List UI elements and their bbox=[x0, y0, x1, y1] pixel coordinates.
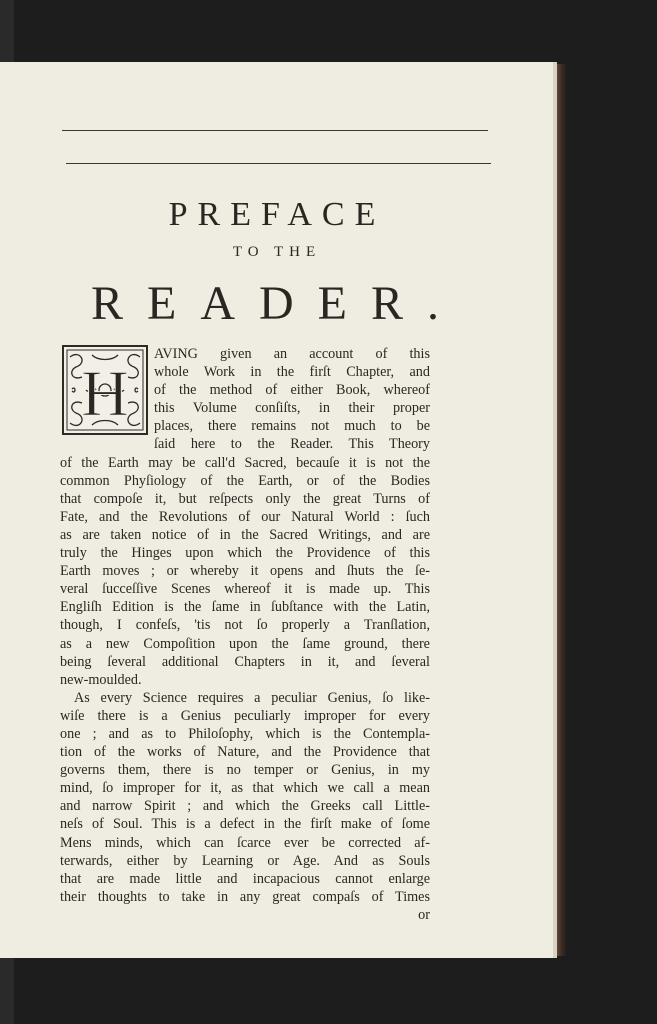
second-rule bbox=[66, 163, 491, 164]
top-rule bbox=[62, 130, 488, 131]
text-line: of the Earth may be call'd Sacred, becauſe it is not the bbox=[60, 454, 430, 471]
text-line: as are taken notice of in the Sacred Writings, and are bbox=[60, 526, 430, 543]
book-edge bbox=[556, 64, 566, 956]
dropcap-letter: H bbox=[81, 357, 129, 430]
text-line: governs them, there is no temper or Genius, in my bbox=[60, 762, 430, 779]
ornament-icon bbox=[62, 345, 148, 435]
text-line: veral ſucceſſive Scenes whereof it is made up. This bbox=[60, 581, 430, 598]
text-line: their thoughts to take in any great compaſs of Times bbox=[60, 888, 430, 905]
text-line: Fate, and the Revolutions of our Natural World : ſuch bbox=[60, 508, 430, 525]
text-line: AVING given an account of this bbox=[154, 346, 430, 362]
text-line: places, there remains not much to be bbox=[154, 418, 430, 435]
text-line: of the method of either Book, whereof bbox=[154, 382, 430, 399]
page-edge bbox=[553, 62, 557, 958]
text-line: that compoſe it, but reſpects only the great Turns of bbox=[60, 490, 430, 507]
catchword: or bbox=[418, 906, 430, 923]
ornamental-initial-h bbox=[62, 345, 148, 435]
text-line: this Volume conſiſts, in their proper bbox=[154, 400, 430, 417]
text-line: neſs of Soul. This is a defect in the firſt make of ſome bbox=[60, 816, 430, 833]
text-line: ſaid here to the Reader. This Theory bbox=[154, 436, 430, 453]
text-line: that are made little and incapacious cannot enlarge bbox=[60, 870, 430, 887]
text-line: being ſeveral additional Chapters in it, and ſeveral bbox=[60, 653, 430, 670]
text-line: Engliſh Edition is the ſame in ſubſtance with the Latin, bbox=[60, 599, 430, 616]
text-line: though, I confeſs, 'tis not ſo properly a Tranſlation, bbox=[60, 617, 430, 634]
text-line: truly the Hinges upon which the Providence of this bbox=[60, 545, 430, 562]
text-line: whole Work in the firſt Chapter, and bbox=[154, 364, 430, 381]
text-line: one ; and as to Philoſophy, which is the Contempla- bbox=[60, 725, 430, 742]
text-line: Earth moves ; or whereby it opens and ſhuts the ſe- bbox=[60, 563, 430, 580]
text-line: common Phyſiology of the Earth, or of the Bodies bbox=[60, 472, 430, 489]
title-reader: READER. bbox=[91, 277, 463, 330]
text-line: terwards, either by Learning or Age. And as Souls bbox=[60, 852, 430, 869]
text-line: as a new Compoſition upon the ſame ground, there bbox=[60, 635, 430, 652]
text-line: new-moulded. bbox=[60, 671, 142, 688]
title-preface: PREFACE bbox=[168, 196, 386, 233]
text-line: tion of the works of Nature, and the Providence that bbox=[60, 744, 430, 761]
text-line: wiſe there is a Genius peculiarly improper for every bbox=[60, 707, 430, 724]
title-to-the: TO THE bbox=[232, 244, 322, 260]
text-line: Mens minds, which can ſcarce ever be corrected af- bbox=[60, 834, 430, 851]
text-line: mind, ſo improper for it, as that which we call a mean bbox=[60, 780, 430, 797]
text-line: As every Science requires a peculiar Genius, ſo like- bbox=[74, 689, 430, 706]
text-line: and narrow Spirit ; and which the Greeks call Little- bbox=[60, 798, 430, 815]
